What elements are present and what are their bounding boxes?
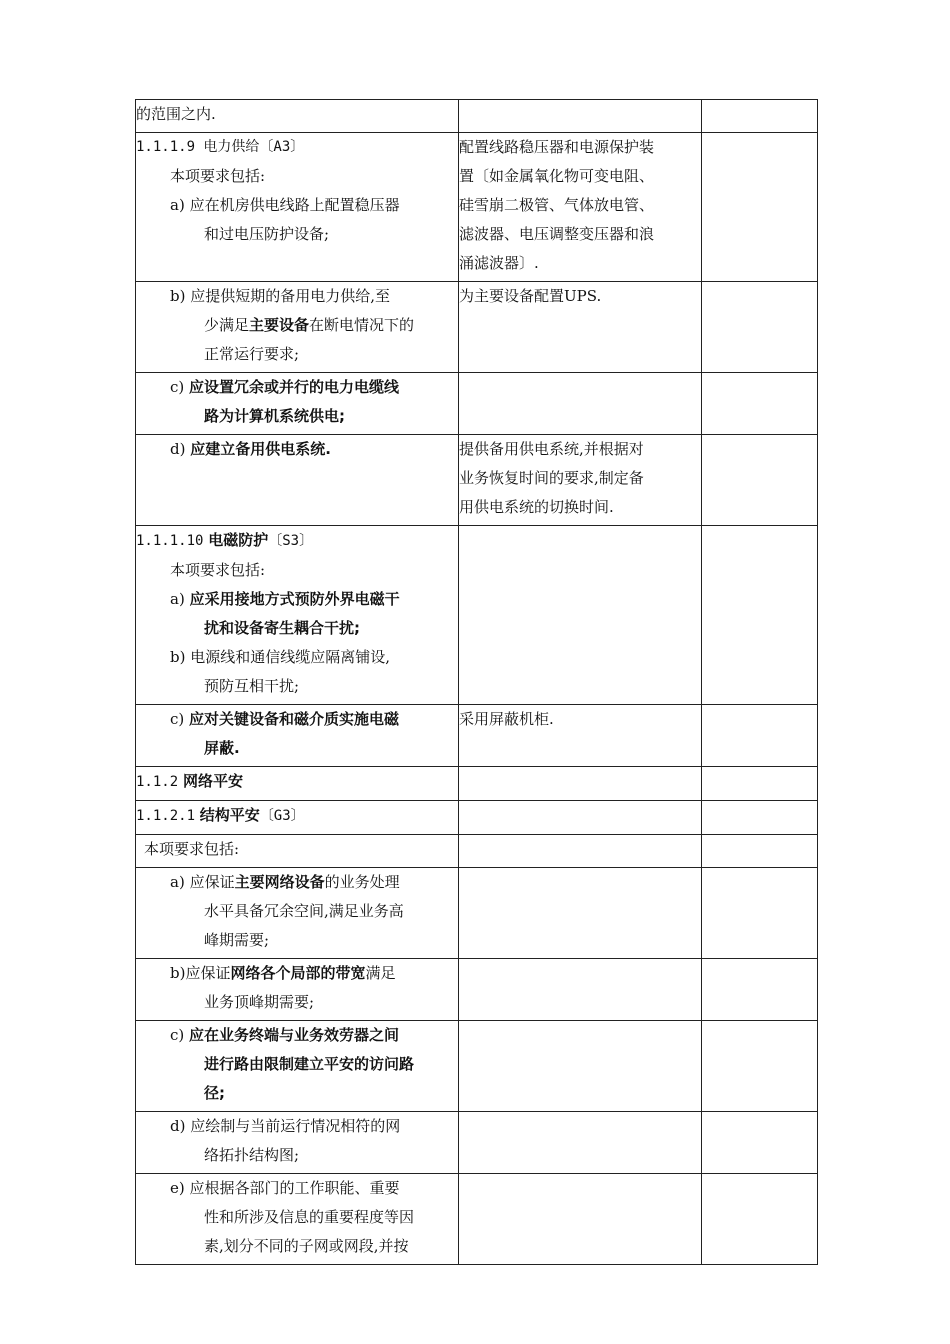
result-cell: [702, 868, 818, 959]
section-title: 网络平安: [182, 772, 243, 790]
text-line: a) 应在机房供电线路上配置稳压器: [170, 196, 400, 214]
table-row: [136, 1174, 818, 1265]
result-cell: [702, 133, 818, 282]
requirement-cell: [136, 835, 459, 868]
text-line: [136, 868, 458, 897]
section-number: 1.1.1.10: [136, 533, 204, 549]
text-line: b) 电源线和通信线缆应隔离铺设,: [170, 648, 390, 666]
requirements-table: [135, 99, 818, 1265]
text-line: 本项要求包括:: [170, 167, 266, 185]
text-line: 峰期需要;: [204, 931, 270, 949]
text-line: 的范围之内.: [136, 105, 216, 123]
measure-cell: [459, 526, 702, 705]
text-line: e) 应根据各部门的工作职能、重要: [170, 1179, 400, 1197]
measure-cell: [459, 1021, 702, 1112]
measure-cell: [459, 1174, 702, 1265]
measure-cell: [459, 435, 702, 526]
text-fragment: 应保证: [185, 964, 231, 982]
requirement-cell: [136, 526, 459, 705]
result-cell: [702, 1112, 818, 1174]
text-fragment: 满足: [365, 964, 396, 982]
bold-requirement: 应设置冗余或并行的电力电缆线: [189, 378, 400, 396]
text-line: 涌滤波器〕.: [459, 254, 539, 272]
section-level: 〔S3〕: [268, 533, 314, 549]
text-line: 和过电压防护设备;: [204, 225, 330, 243]
measure-cell: [459, 1112, 702, 1174]
result-cell: [702, 959, 818, 1021]
bold-requirement: 应在业务终端与业务效劳器之间: [189, 1026, 400, 1044]
text-fragment: 少满足: [204, 316, 250, 334]
measure-cell: [459, 801, 702, 835]
result-cell: [702, 1174, 818, 1265]
result-cell: [702, 100, 818, 133]
requirement-cell: [136, 100, 459, 133]
text-line: [136, 311, 458, 340]
section-number: 1.1.2: [136, 774, 179, 790]
result-cell: [702, 1021, 818, 1112]
text-line: 素,划分不同的子网或网段,并按: [204, 1237, 409, 1255]
bold-term: 网络各个局部的带宽: [230, 964, 366, 982]
measure-cell: [459, 868, 702, 959]
table-row: [136, 1112, 818, 1174]
result-cell: [702, 373, 818, 435]
requirement-cell: [136, 1021, 459, 1112]
text-line: [136, 1021, 458, 1050]
item-marker: a): [170, 590, 185, 608]
bold-requirement: 屏蔽.: [204, 739, 240, 757]
text-line: b) 应提供短期的备用电力供给,至: [170, 287, 390, 305]
requirement-cell: [136, 133, 459, 282]
measure-cell: [459, 282, 702, 373]
table-row: [136, 100, 818, 133]
requirement-cell: [136, 1174, 459, 1265]
text-line: d) 应绘制与当前运行情况相符的网: [170, 1117, 401, 1135]
bold-requirement: 应对关键设备和磁介质实施电磁: [189, 710, 400, 728]
measure-cell: [459, 705, 702, 767]
measure-cell: [459, 959, 702, 1021]
text-fragment: 在断电情况下的: [309, 316, 415, 334]
bold-requirement: 应采用接地方式预防外界电磁干: [189, 590, 400, 608]
section-heading: 1.1.1.9 电力供给〔A3〕: [136, 139, 305, 155]
requirement-cell: [136, 868, 459, 959]
text-line: 硅雪崩二极管、气体放电管、: [459, 196, 655, 214]
section-title: 结构平安: [199, 806, 260, 824]
result-cell: [702, 705, 818, 767]
table-row: [136, 133, 818, 282]
text-line: 用供电系统的切换时间.: [459, 498, 614, 516]
measure-cell: [459, 767, 702, 801]
text-line: 置〔如金属氧化物可变电阻、: [459, 167, 655, 185]
section-heading: [136, 801, 458, 831]
text-line: 采用屏蔽机柜.: [459, 710, 554, 728]
item-marker: b): [170, 964, 186, 982]
text-line: 性和所涉及信息的重要程度等因: [204, 1208, 415, 1226]
section-title: 电磁防护: [208, 531, 269, 549]
requirement-cell: [136, 373, 459, 435]
requirement-cell: [136, 767, 459, 801]
section-heading: [136, 767, 458, 797]
bold-requirement: 扰和设备寄生耦合干扰;: [204, 619, 360, 637]
table-row: [136, 959, 818, 1021]
requirement-cell: [136, 282, 459, 373]
measure-cell: [459, 373, 702, 435]
table-row: [136, 526, 818, 705]
item-marker: c): [170, 710, 185, 728]
table-row: [136, 282, 818, 373]
requirement-cell: [136, 705, 459, 767]
measure-cell: [459, 100, 702, 133]
text-line: 配置线路稳压器和电源保护装: [459, 138, 655, 156]
bold-requirement: 应建立备用供电系统.: [190, 440, 331, 458]
section-heading: [136, 526, 458, 556]
requirement-cell: [136, 801, 459, 835]
bold-requirement: 径;: [204, 1084, 225, 1102]
result-cell: [702, 801, 818, 835]
text-line: 水平具备冗余空间,满足业务高: [204, 902, 404, 920]
text-line: [136, 705, 458, 734]
table-row: [136, 435, 818, 526]
requirement-cell: [136, 1112, 459, 1174]
result-cell: [702, 767, 818, 801]
measure-cell: [459, 133, 702, 282]
text-line: 本项要求包括:: [170, 561, 266, 579]
text-fragment: 的业务处理: [324, 873, 400, 891]
requirement-cell: [136, 959, 459, 1021]
table-row: [136, 868, 818, 959]
text-line: 本项要求包括:: [144, 840, 240, 858]
table-row: [136, 801, 818, 835]
text-line: 滤波器、电压调整变压器和浪: [459, 225, 655, 243]
text-line: [136, 585, 458, 614]
result-cell: [702, 435, 818, 526]
text-line: 提供备用供电系统,并根据对: [459, 440, 644, 458]
table-row: [136, 373, 818, 435]
result-cell: [702, 835, 818, 868]
text-line: 络拓扑结构图;: [204, 1146, 300, 1164]
table-row: [136, 705, 818, 767]
requirement-cell: [136, 435, 459, 526]
text-line: [136, 373, 458, 402]
text-line: [136, 959, 458, 988]
bold-requirement: 路为计算机系统供电;: [204, 407, 345, 425]
item-marker: c): [170, 378, 185, 396]
text-line: 业务恢复时间的要求,制定备: [459, 469, 644, 487]
table-row: [136, 1021, 818, 1112]
section-number: 1.1.2.1: [136, 808, 196, 824]
text-line: 正常运行要求;: [204, 345, 300, 363]
item-marker: c): [170, 1026, 185, 1044]
table-row: [136, 767, 818, 801]
section-level: 〔G3〕: [259, 808, 305, 824]
table-row: [136, 835, 818, 868]
text-line: 为主要设备配置UPS.: [459, 287, 602, 305]
item-marker: d): [170, 440, 186, 458]
result-cell: [702, 526, 818, 705]
bold-requirement: 进行路由限制建立平安的访问路: [204, 1055, 415, 1073]
text-fragment: a) 应保证: [170, 873, 235, 891]
result-cell: [702, 282, 818, 373]
text-line: [136, 435, 458, 464]
measure-cell: [459, 835, 702, 868]
bold-term: 主要设备: [249, 316, 310, 334]
text-line: 预防互相干扰;: [204, 677, 300, 695]
bold-term: 主要网络设备: [234, 873, 325, 891]
text-line: 业务顶峰期需要;: [204, 993, 315, 1011]
